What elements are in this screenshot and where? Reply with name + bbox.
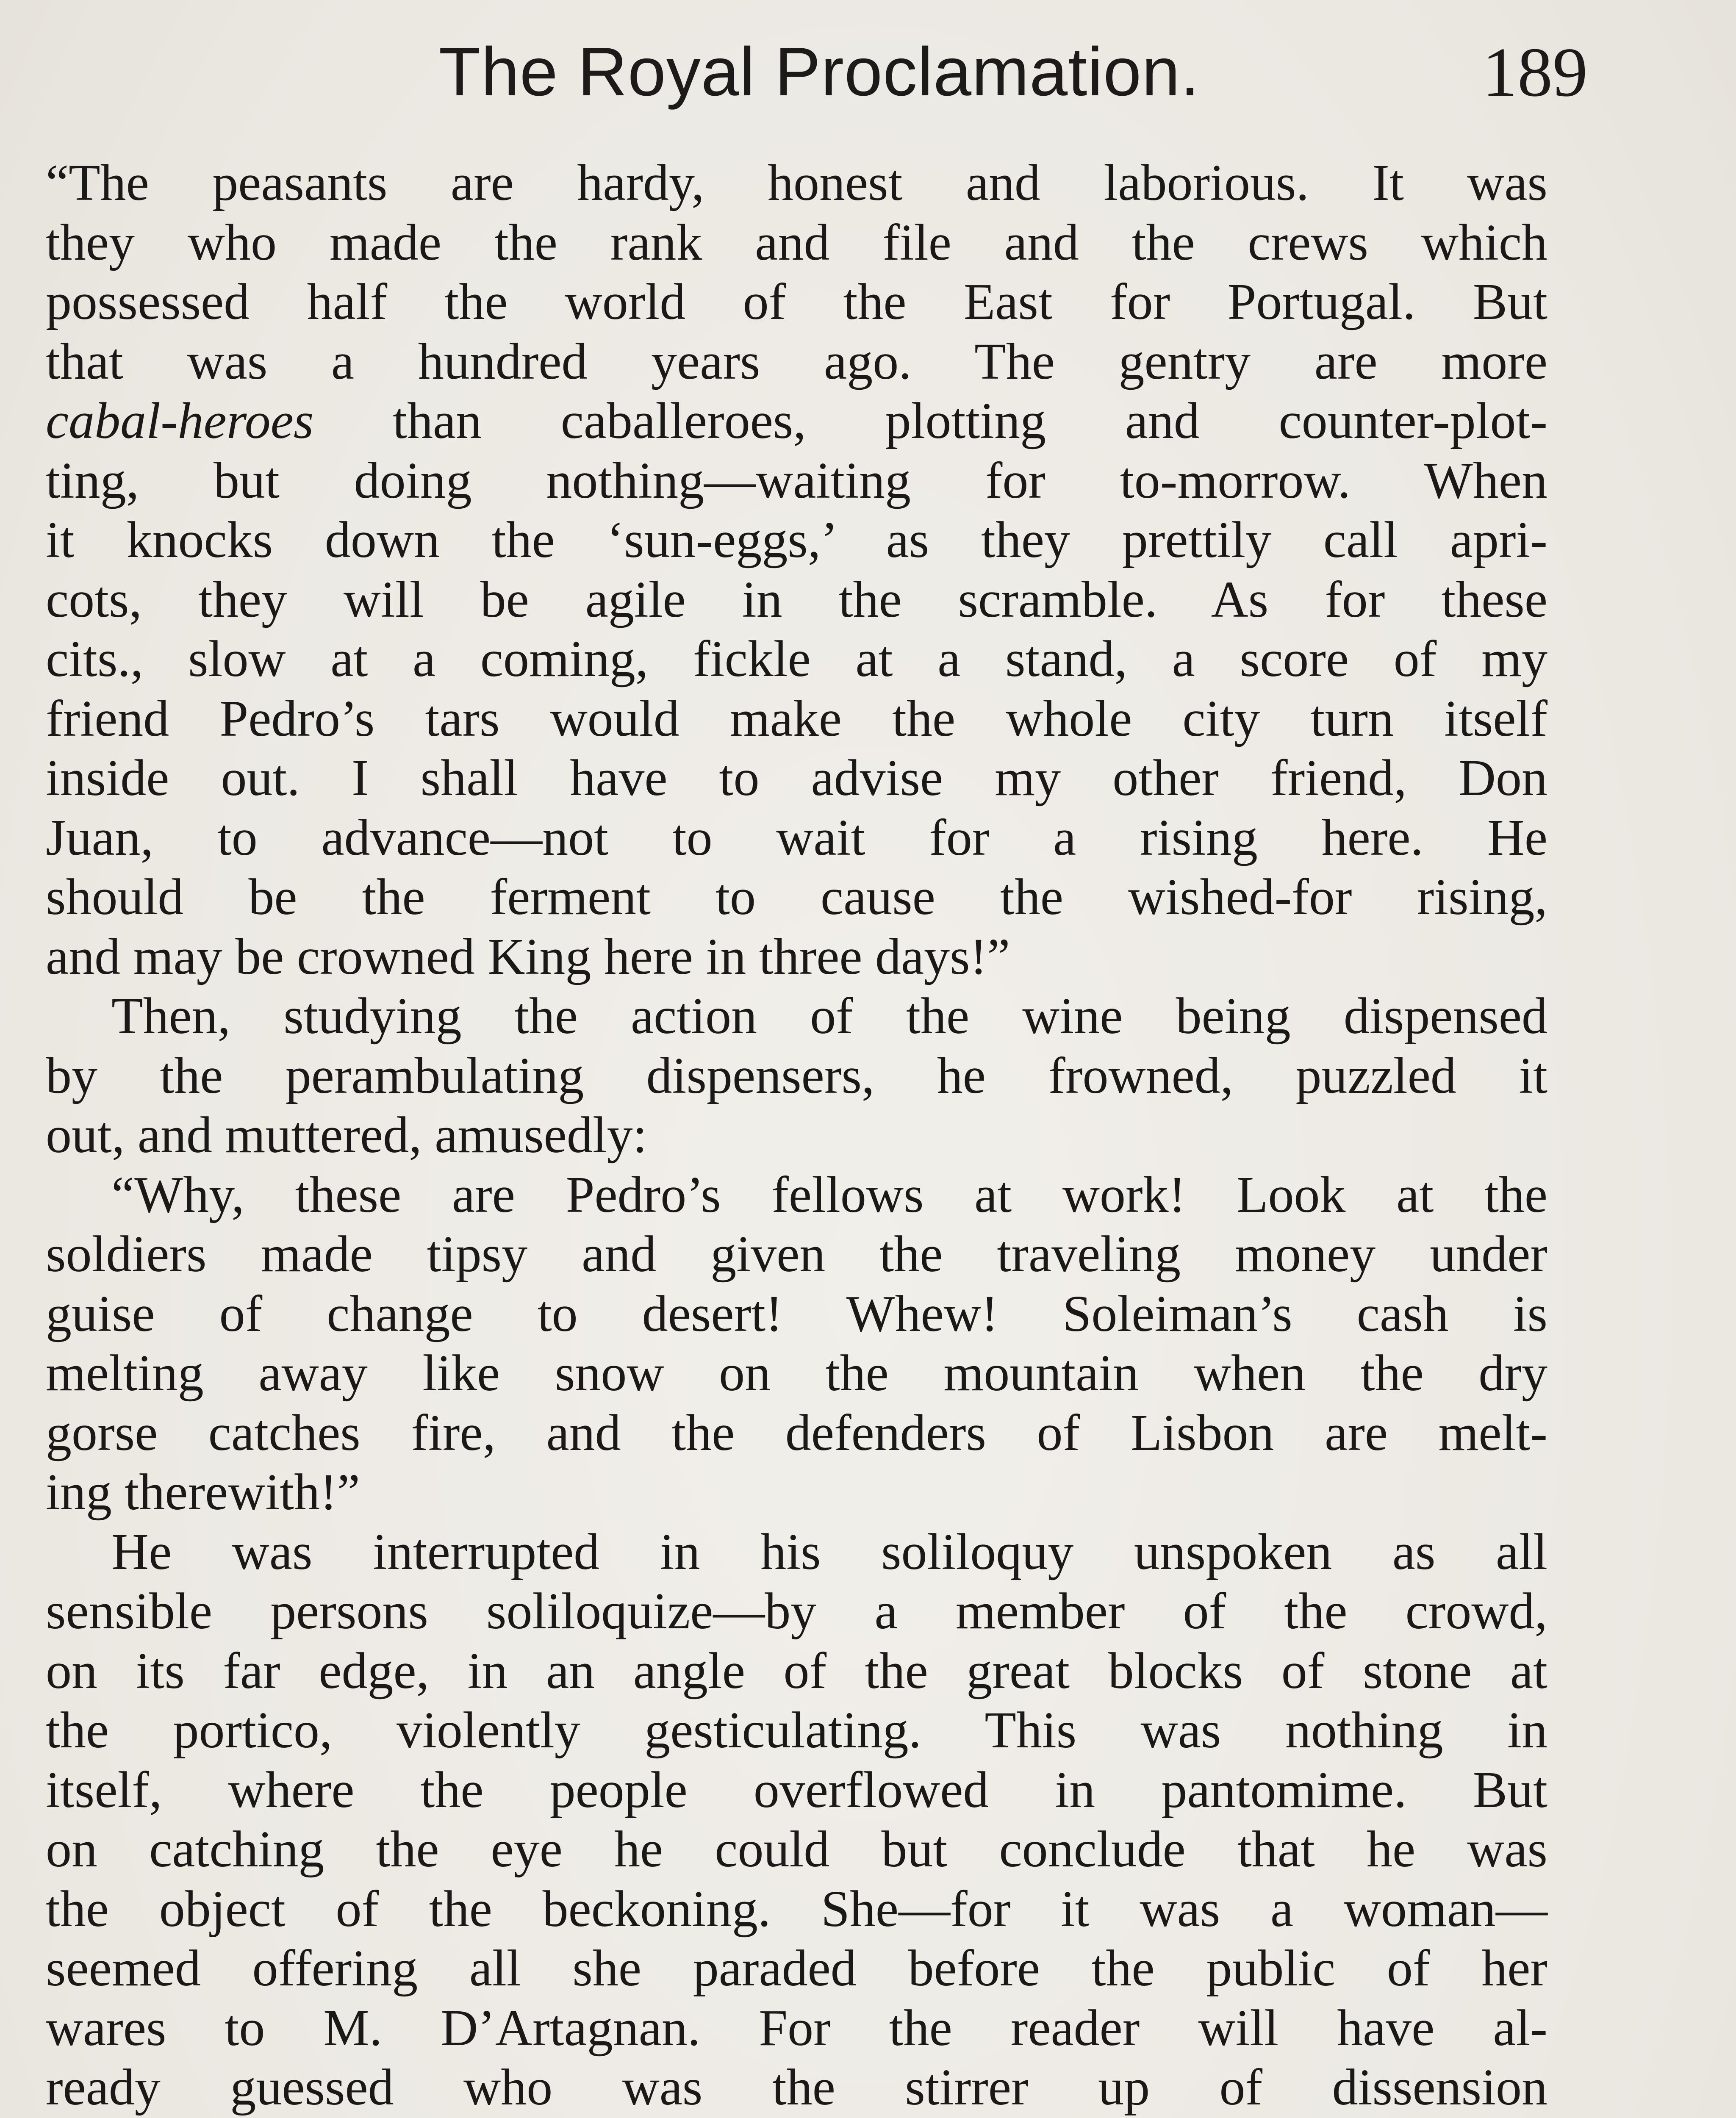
text-line: cabal-heroes than caballeroes, plotting and counter-plot- (46, 392, 1547, 449)
text-line: He was interrupted in his soliloquy unspoken as all (111, 1523, 1547, 1580)
paragraph (46, 1522, 1547, 2118)
text-line: on its far edge, in an angle of the great blocks of stone at (46, 1642, 1547, 1699)
text-line: they who made the rank and file and the crews which (46, 213, 1547, 271)
text-line: ing therewith!” (46, 1464, 360, 1521)
text-line: gorse catches fire, and the defenders of Lisbon are melt- (46, 1404, 1547, 1461)
text-line: friend Pedro’s tars would make the whole city turn itself (46, 690, 1547, 747)
text-line: Then, studying the action of the wine being dispensed (111, 987, 1547, 1045)
text-line: it knocks down the ‘sun-eggs,’ as they prettily call apri- (46, 511, 1547, 568)
text-line: cits., slow at a coming, fickle at a stand, a score of my (46, 630, 1547, 688)
text-line: ready guessed who was the stirrer up of dissension (46, 2059, 1547, 2116)
text-line: Juan, to advance—not to wait for a rising here. He (46, 809, 1547, 866)
text-line: guise of change to desert! Whew! Soleiman’s cash is (46, 1285, 1547, 1342)
text-line: by the perambulating dispensers, he frowned, puzzled it (46, 1047, 1547, 1104)
text-line: “The peasants are hardy, honest and laborious. It was (46, 154, 1547, 211)
text-line: and may be crowned King here in three days!” (46, 928, 1010, 985)
text-line: the portico, violently gesticulating. This was nothing in (46, 1702, 1547, 1759)
text-line: the object of the beckoning. She—for it was a woman— (46, 1880, 1547, 1938)
text-line: itself, where the people overflowed in pantomime. But (46, 1761, 1547, 1819)
running-title: The Royal Proclamation. (438, 33, 1200, 110)
text-line: wares to M. D’Artagnan. For the reader will have al- (46, 1999, 1547, 2057)
paragraph (46, 987, 1547, 1165)
text-line: melting away like snow on the mountain when the dry (46, 1345, 1547, 1402)
text-line: that was a hundred years ago. The gentry are more (46, 333, 1547, 390)
body-text (46, 153, 1547, 2118)
text-line: ting, but doing nothing—waiting for to-morrow. When (46, 452, 1547, 509)
paragraph (46, 1165, 1547, 1522)
text-line: “Why, these are Pedro’s fellows at work! Look at the (111, 1166, 1547, 1223)
text-line: sensible persons soliloquize—by a member of the crowd, (46, 1583, 1547, 1640)
text-line: inside out. I shall have to advise my other friend, Don (46, 749, 1547, 807)
text-line: on catching the eye he could but conclude that he was (46, 1821, 1547, 1878)
page-number: 189 (1482, 33, 1588, 111)
text-line: should be the ferment to cause the wished-for rising, (46, 868, 1547, 926)
text-line: cots, they will be agile in the scramble. As for these (46, 571, 1547, 628)
text-line: possessed half the world of the East for Portugal. But (46, 273, 1547, 330)
paragraph (46, 153, 1547, 987)
text-line: out, and muttered, amusedly: (46, 1106, 647, 1164)
text-line: soldiers made tipsy and given the traveling money under (46, 1225, 1547, 1283)
page-header (51, 21, 1588, 123)
text-line: seemed offering all she paraded before the public of her (46, 1940, 1547, 1997)
